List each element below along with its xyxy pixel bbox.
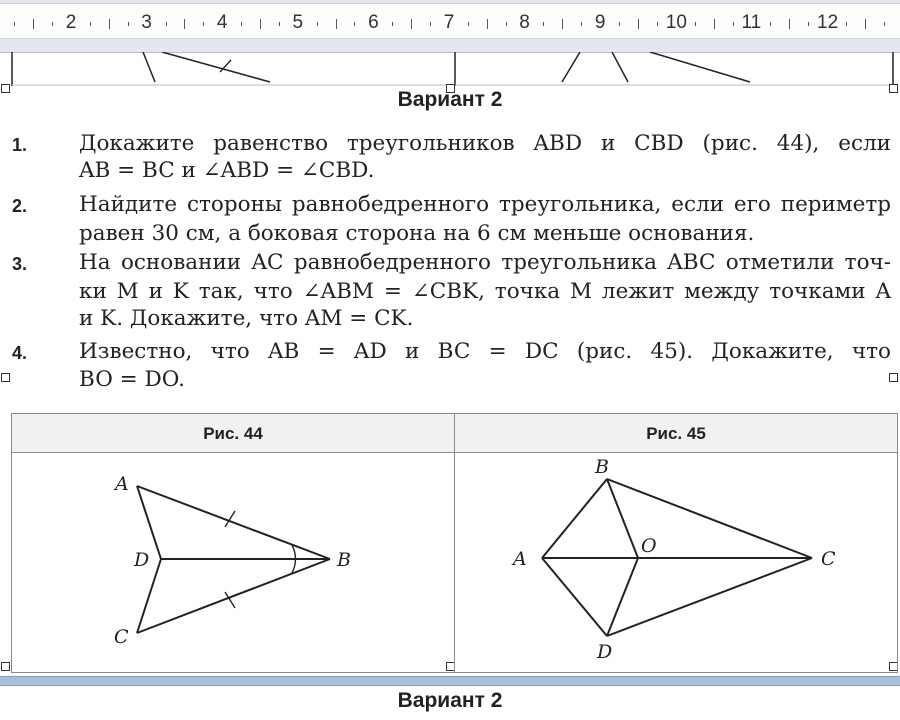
- ruler-number: 5: [292, 12, 304, 33]
- task-text-line: и K. Докажите, что AM = CK.: [79, 306, 414, 331]
- ruler-tick: [52, 22, 53, 26]
- variant-heading-bottom: Вариант 2: [397, 689, 503, 712]
- ruler-number: 6: [368, 12, 379, 33]
- ruler-number: 9: [594, 12, 606, 33]
- fig44-drawing: [12, 453, 454, 671]
- ruler-tick: [260, 19, 261, 29]
- ruler-tick: [109, 19, 110, 29]
- ruler-number: 10: [665, 12, 687, 33]
- ruler-tick: [562, 19, 563, 29]
- ruler-tick: [166, 22, 167, 26]
- prev-line: [162, 52, 270, 82]
- fig45-label-A: A: [513, 548, 527, 570]
- fig44-label-A: A: [115, 473, 129, 495]
- fig45-label-C: C: [821, 548, 836, 570]
- selection-handle[interactable]: [1, 373, 10, 382]
- ruler-tick: [770, 22, 771, 26]
- ruler-tick: [543, 22, 544, 26]
- ruler-tick: [714, 19, 715, 29]
- fig45-segment-AB: [542, 479, 607, 558]
- task-number: 1.: [12, 135, 28, 155]
- ruler-tick: [411, 19, 412, 29]
- ruler-tick: [789, 19, 790, 29]
- previous-figure-fragment: [0, 52, 900, 86]
- prev-line: [612, 52, 628, 82]
- ruler-tick: [90, 22, 91, 26]
- ruler-tick: [638, 19, 639, 29]
- ruler-tick: [241, 22, 242, 26]
- fig44-label-D: D: [134, 549, 150, 571]
- ruler-tick: [884, 22, 885, 26]
- fig44-header: [12, 414, 454, 453]
- ruler-tick: [865, 19, 866, 29]
- ruler-tick: [184, 19, 185, 29]
- fig45-segment-DO: [607, 558, 638, 636]
- ruler-tick: [354, 22, 355, 26]
- ruler[interactable]: [0, 0, 900, 53]
- ruler-tick: [317, 22, 318, 26]
- ruler-tick: [487, 19, 488, 29]
- prev-line: [562, 52, 580, 82]
- ruler-tick: [468, 22, 469, 26]
- ruler-tick: [581, 22, 582, 26]
- task-number: 3.: [12, 254, 28, 274]
- ruler-tick: [128, 22, 129, 26]
- fig45-segment-BO: [607, 479, 638, 558]
- fig45-drawing: [455, 453, 897, 671]
- variant-heading: Вариант 2: [397, 88, 503, 111]
- ruler-number: 11: [741, 12, 762, 33]
- task-text-line: На основании AC равнобедренного треугольника ABC отметили точ-: [79, 250, 891, 275]
- ruler-tick: [336, 19, 337, 29]
- task-text-line: AB = BC и ∠ABD = ∠CBD.: [79, 158, 375, 183]
- selection-handle[interactable]: [1, 662, 10, 671]
- fig44-segment-AB: [137, 486, 330, 559]
- ruler-tick: [619, 22, 620, 26]
- fig44-segment-CB: [137, 559, 330, 633]
- ruler-number: 8: [519, 12, 530, 33]
- task-text-line: равен 30 см, а боковая сторона на 6 см меньше основания.: [79, 221, 755, 246]
- fig44-caption: Рис. 44: [203, 424, 263, 443]
- ruler-number: 3: [141, 12, 152, 33]
- ruler-tick: [33, 19, 34, 29]
- ruler-strip: [0, 3, 900, 39]
- ruler-tick: [506, 22, 507, 26]
- page-break-bar: [0, 676, 900, 686]
- fig45-caption: Рис. 45: [646, 424, 706, 443]
- task-number: 4.: [12, 343, 28, 363]
- ruler-tick: [392, 22, 393, 26]
- ruler-tick: [203, 22, 204, 26]
- ruler-tick: [657, 22, 658, 26]
- fig45-label-O: O: [641, 535, 657, 557]
- task-text-line: ки M и K так, что ∠ABM = ∠CBK, точка M лежит между точками A: [79, 279, 891, 304]
- ruler-tick: [733, 22, 734, 26]
- fig45-segment-AD: [542, 558, 607, 636]
- fig44-label-B: B: [337, 549, 351, 571]
- ruler-number: 12: [817, 12, 839, 33]
- ruler-number: 2: [65, 12, 77, 33]
- task-text-line: Известно, что AB = AD и BC = DC (рис. 45). Докажите, что: [79, 339, 891, 364]
- task-text-line: Докажите равенство треугольников ABD и CBD (рис. 44), если: [79, 131, 891, 156]
- fig45-label-B: B: [595, 456, 609, 478]
- ruler-tick: [430, 22, 431, 26]
- fig44-tick-CB: [225, 592, 235, 608]
- fig45-segment-BC: [607, 479, 812, 558]
- fig45-segment-DC: [607, 558, 812, 636]
- ruler-number: 7: [443, 12, 455, 33]
- prev-line: [143, 52, 155, 82]
- ruler-tick: [808, 22, 809, 26]
- task-text-line: Найдите стороны равнобедренного треугольника, если его периметр: [79, 192, 891, 217]
- figures-table: [11, 413, 898, 673]
- ruler-tick: [695, 22, 696, 26]
- task-text-line: BO = DO.: [79, 367, 185, 392]
- ruler-tick: [14, 22, 15, 26]
- ruler-tick: [279, 22, 280, 26]
- ruler-number: 4: [216, 12, 228, 33]
- fig45-header: [455, 414, 897, 453]
- prev-line: [650, 52, 750, 82]
- ruler-tick: [846, 22, 847, 26]
- fig44-label-C: C: [114, 626, 129, 648]
- task-number: 2.: [12, 196, 28, 216]
- fig45-label-D: D: [597, 641, 613, 663]
